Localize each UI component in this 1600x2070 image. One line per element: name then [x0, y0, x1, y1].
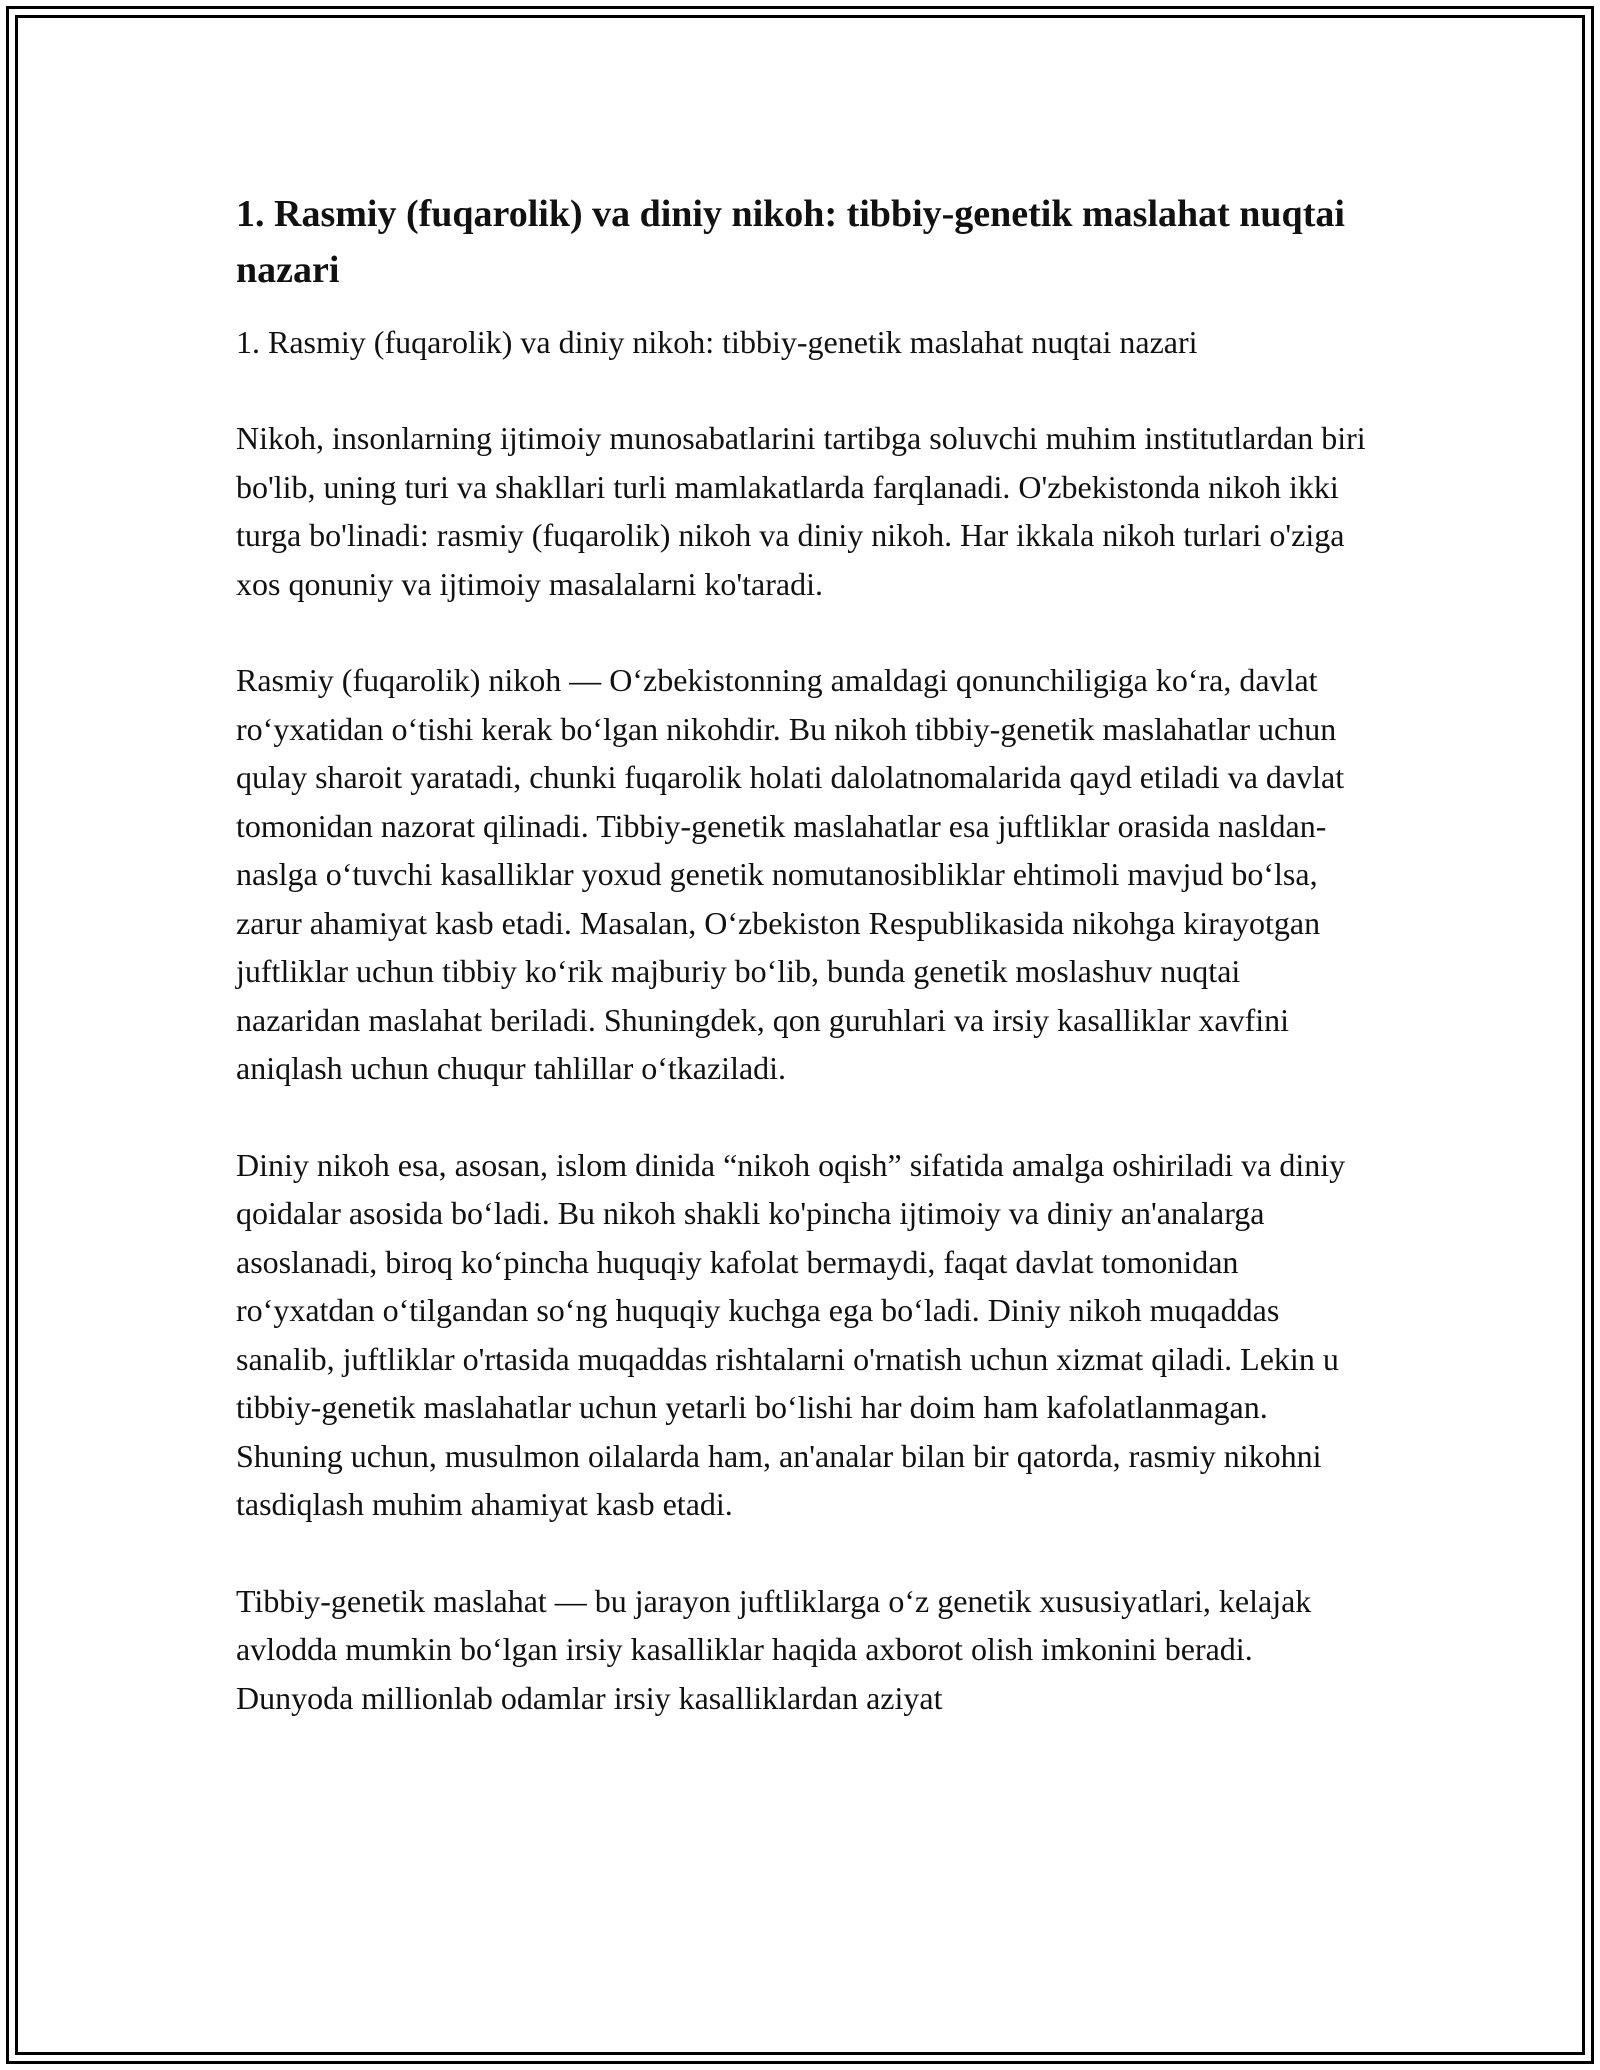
section-subtitle: 1. Rasmiy (fuqarolik) va diniy nikoh: tibbiy-genetik maslahat nuqtai nazari — [236, 324, 1198, 360]
paragraph-genetic-counseling: Tibbiy-genetik maslahat — bu jarayon juftliklarga o‘z genetik xususiyatlari, kelajak avlodda mumkin bo‘lgan irsiy kasalliklar haqida axborot olish imkonini beradi. Dunyoda millionlab odamlar irsiy kasalliklardan aziyat — [236, 1582, 1312, 1716]
paragraph-civil-marriage: Rasmiy (fuqarolik) nikoh — O‘zbekistonning amaldagi qonunchiligiga ko‘ra, davlat ro‘yxatidan o‘tishi kerak bo‘lgan nikohdir. Bu nikoh tibbiy-genetik maslahatlar uchun qulay sharoit yaratadi, chunki fuqarolik holati dalolatnomalarida qayd etiladi va davlat tomonidan nazorat qilinadi. Tibbiy-genetik maslahatlar esa juftliklar orasida nasldan-naslga o‘tuvchi kasalliklar yoxud genetik nomutanosibliklar ehtimoli mavjud bo‘lsa, zarur ahamiyat kasb etadi. Masalan, O‘zbekiston Respublikasida nikohga kirayotgan juftliklar uchun tibbiy ko‘rik majburiy bo‘lib, bunda genetik moslashuv nuqtai nazaridan maslahat beriladi. Shuningdek, qon guruhlari va irsiy kasalliklar xavfini aniqlash uchun chuqur tahlillar o‘tkaziladi. — [236, 662, 1345, 1086]
paragraph-religious-marriage: Diniy nikoh esa, asosan, islom dinida “nikoh oqish” sifatida amalga oshiriladi va diniy qoidalar asosida bo‘ladi. Bu nikoh shakli ko'pincha ijtimoiy va diniy an'analarga asoslanadi, biroq ko‘pincha huquqiy kafolat bermaydi, faqat davlat tomonidan ro‘yxatdan o‘tilgandan so‘ng huquqiy kuchga ega bo‘ladi. Diniy nikoh muqaddas sanalib, juftliklar o'rtasida muqaddas rishtalarni o'rnatish uchun xizmat qiladi. Lekin u tibbiy-genetik maslahatlar uchun yetarli bo‘lishi har doim ham kafolatlanmagan. Shuning uchun, musulmon oilalarda ham, an'analar bilan bir qatorda, rasmiy nikohni tasdiqlash muhim ahamiyat kasb etadi. — [236, 1146, 1346, 1522]
section-heading: 1. Rasmiy (fuqarolik) va diniy nikoh: tibbiy-genetik maslahat nuqtai nazari — [236, 193, 1345, 291]
document-body — [236, 186, 1366, 1770]
paragraph-intro: Nikoh, insonlarning ijtimoiy munosabatlarini tartibga soluvchi muhim institutlardan biri bo'lib, uning turi va shakllari turli mamlakatlarda farqlanadi. O'zbekistonda nikoh ikki turga bo'linadi: rasmiy (fuqarolik) nikoh va diniy nikoh. Har ikkala nikoh turlari o'ziga xos qonuniy va ijtimoiy masalalarni ko'taradi. — [236, 420, 1366, 602]
